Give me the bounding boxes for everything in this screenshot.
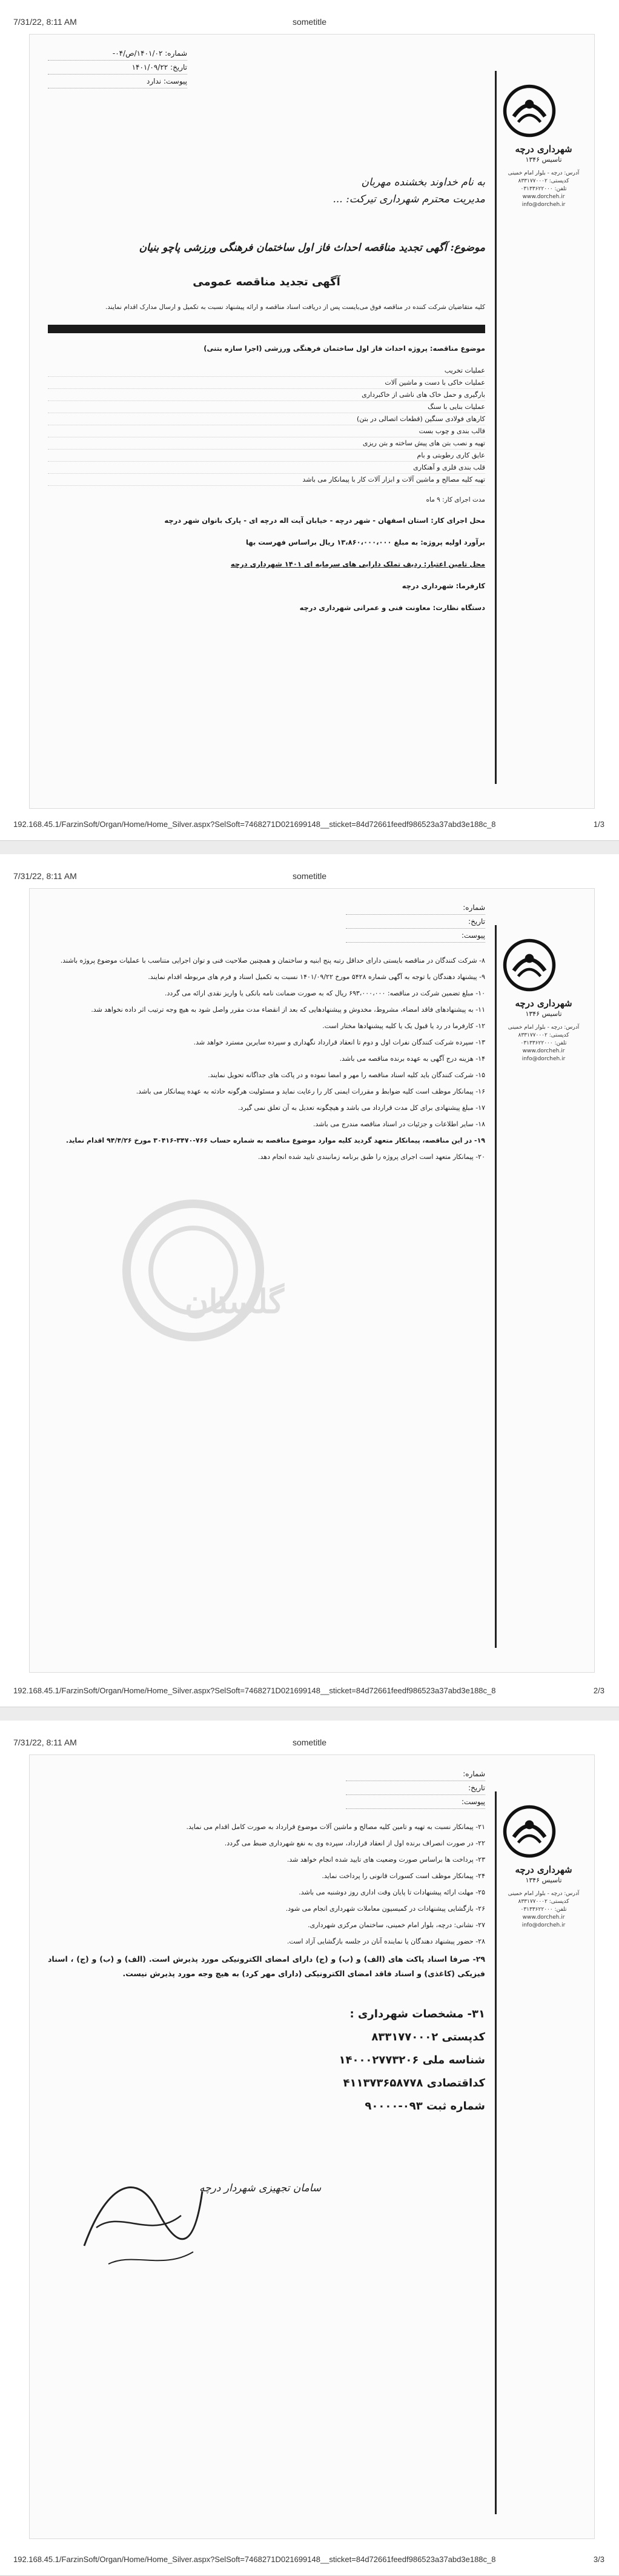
municipality-logo-icon xyxy=(501,1804,557,1859)
scanned-letter xyxy=(29,34,595,809)
redacted-line xyxy=(48,325,485,333)
print-url: 192.168.45.1/FarzinSoft/Organ/Home/Home_Silver.aspx?SelSoft=7468271D021699148__sticket=84d72661feedf986523a37abd3e188c_8 xyxy=(13,1686,496,1695)
work-items-list xyxy=(48,365,485,486)
attach-label: پیوست: xyxy=(461,931,485,940)
letterhead-brand: شهرداری درچه xyxy=(515,1864,572,1875)
specs-title: ۳۱- مشخصات شهرداری : xyxy=(349,2008,485,2020)
funding-source: محل تامین اعتبار: ردیف تملک دارایی های سرمایه ای ۱۴۰۱ شهرداری درچه xyxy=(230,560,485,568)
signer-name: سامان تجهیزی شهردار درچه xyxy=(199,2182,322,2194)
list-item: ۲۷- نشانی: درچه، بلوار امام خمینی، ساختمان مرکزی شهرداری. xyxy=(308,1921,485,1929)
stamp-watermark-icon xyxy=(102,1192,357,1361)
list-item: ۹- پیشنهاد دهندگان با توجه به آگهی شماره ۵۴۲۸ مورخ ۱۴۰۱/۰۹/۲۲ نسبت به تکمیل اسناد و فرم های مربوطه اقدام نمایند. xyxy=(148,973,485,981)
supervisor: دستگاه نظارت: معاونت فنی و عمرانی شهرداری درچه xyxy=(299,603,485,612)
conditions-list xyxy=(48,955,485,1163)
number-label: شماره: xyxy=(463,903,485,912)
number-value: ۱۴۰۱/۰۲/ص/۰۴- xyxy=(112,49,163,58)
letter-body xyxy=(48,901,485,1660)
addressee: به نام خداوند بخشنده مهربان مدیریت محترم شهرداری تیرکت: ... xyxy=(333,176,485,205)
attach-line xyxy=(346,1795,485,1809)
attach-label: پیوست: xyxy=(163,77,187,85)
page-number: 3/3 xyxy=(593,2555,604,2564)
letterhead-brand: شهرداری درچه xyxy=(515,144,572,154)
date-label: تاریخ: xyxy=(170,63,187,71)
letter-body xyxy=(48,1767,485,2526)
list-item: ۱۶- پیمانکار موظف است کلیه ضوابط و مقررات ایمنی کار را رعایت نماید و مسئولیت هرگونه حادثه به عهده پیمانکار می باشد. xyxy=(136,1087,485,1095)
list-item: عملیات بنایی با سنگ xyxy=(48,401,485,413)
list-item: ۱۰- مبلغ تضمین شرکت در مناقصه: ۶۹۳،۰۰۰،۰۰۰ ریال که به صورت ضمانت نامه بانکی یا واریز نقدی ارائه می گردد. xyxy=(165,989,485,997)
print-url: 192.168.45.1/FarzinSoft/Organ/Home/Home_Silver.aspx?SelSoft=7468271D021699148__sticket=84d72661feedf986523a37abd3e188c_8 xyxy=(13,2555,496,2564)
list-item: عملیات خاکی با دست و ماشین آلات xyxy=(48,377,485,389)
number-label: شماره: xyxy=(165,49,187,58)
list-item: ۱۲- کارفرما در رد یا قبول یک یا کلیه پیشنهادها مختار است. xyxy=(322,1022,485,1030)
letterhead-contact: آدرس: درچه - بلوار امام خمینی کدپستی: ۸۳۳۱۷۷۰۰۰۲ تلفن: ۰۳۱۳۳۶۲۲۰۰۰ www.dorcheh.ir info@dorcheh.ir xyxy=(508,170,580,208)
letter-meta xyxy=(48,47,187,88)
letter-subject: موضوع: آگهی تجدید مناقصه احداث فاز اول ساختمان فرهنگی ورزشی پاچو بنیان xyxy=(139,242,485,254)
print-header xyxy=(0,871,619,882)
number-line xyxy=(346,1767,485,1781)
scanned-letter xyxy=(29,888,595,1673)
list-item: تهیه و نصب بتن های پیش ساخته و بتن ریزی xyxy=(48,437,485,450)
list-item: ۲۵- مهلت ارائه پیشنهادات تا پایان وقت اداری روز دوشنبه می باشد. xyxy=(299,1888,485,1896)
list-item: ۲۳- پرداخت ها براساس صورت وضعیت های تایید شده انجام خواهد شد. xyxy=(286,1856,485,1864)
date-line xyxy=(346,1781,485,1795)
municipality-logo-icon xyxy=(501,83,557,139)
notice-headline: آگهی تجدید مناقصه عمومی xyxy=(193,276,340,288)
print-date: 7/31/22, 8:11 AM xyxy=(13,871,77,881)
letterhead-brand-sub: تاسیس ۱۳۴۶ xyxy=(525,156,562,164)
budget-estimate: برآورد اولیه پروژه: به مبلغ ۱۳،۸۶۰،۰۰۰،۰۰۰ ریال براساس فهرست بها xyxy=(246,538,485,546)
page-number: 2/3 xyxy=(593,1686,604,1695)
conditions-list xyxy=(48,1821,485,1981)
list-item: ۲۲- در صورت انصراف برنده اول از انعقاد قرارداد، سپرده وی به نفع شهرداری ضبط می گردد. xyxy=(224,1839,485,1847)
work-location: محل اجرای کار: استان اصفهان - شهر درچه - خیابان آیت اله درچه ای - پارک بانوان شهر درچه xyxy=(164,516,485,525)
work-duration: مدت اجرای کار: ۹ ماه xyxy=(426,496,485,503)
page-number: 1/3 xyxy=(593,820,604,829)
date-label: تاریخ: xyxy=(468,1784,485,1792)
letterhead-sidebar xyxy=(495,71,586,784)
print-date: 7/31/22, 8:11 AM xyxy=(13,1738,77,1747)
attach-label: پیوست: xyxy=(461,1798,485,1806)
list-item: ۱۷- مبلغ پیشنهادی برای کل مدت قرارداد می باشد و هیچگونه تعدیل به آن تعلق نمی گیرد. xyxy=(238,1104,485,1112)
national-id: شناسه ملی ۱۴۰۰۰۲۷۷۳۲۰۶ xyxy=(339,2054,485,2066)
number-line xyxy=(346,901,485,915)
registration-number: شماره ثبت ۰۹۳-۹۰۰۰۰ xyxy=(365,2100,485,2113)
date-value: ۱۴۰۱/۰۹/۲۲ xyxy=(131,63,168,71)
list-item: عایق کاری رطوبتی و بام xyxy=(48,450,485,462)
print-footer xyxy=(0,2555,619,2566)
print-date: 7/31/22, 8:11 AM xyxy=(13,17,77,27)
list-item: قالب بندی و چوب بست xyxy=(48,425,485,437)
list-item: قلب بندی فلزی و آهنکاری xyxy=(48,462,485,474)
list-item: عملیات تخریب xyxy=(48,365,485,377)
letterhead-sidebar xyxy=(495,1791,586,2514)
list-item: ۲۸- حضور پیشنهاد دهندگان یا نماینده آنان در جلسه بازگشایی آزاد است. xyxy=(286,1937,485,1945)
list-item: ۱۴- هزینه درج آگهی به عهده برنده مناقصه می باشد. xyxy=(339,1055,485,1063)
print-page-3 xyxy=(0,1721,619,2576)
list-item: کارهای فولادی سنگین (قطعات اتصالی در بتن) xyxy=(48,413,485,425)
print-title: sometitle xyxy=(292,1738,327,1747)
date-label: تاریخ: xyxy=(468,917,485,926)
list-item: ۱۹- در این مناقصه، پیمانکار متعهد گردید کلیه موارد موضوع مناقصه به شماره حساب ۷۶۶-۳۴۷۰-۳۰۴۱۶ مورخ ۹۴/۴/۲۶ اقدام نماید. xyxy=(65,1137,485,1144)
print-page-2 xyxy=(0,854,619,1707)
municipality-specs xyxy=(48,2003,485,2118)
list-item: ۲۱- پیمانکار نسبت به تهیه و تامین کلیه مصالح و ماشین آلات موضوع قرارداد به صورت کامل اقدام می نماید. xyxy=(186,1823,485,1831)
municipality-logo-icon xyxy=(501,937,557,993)
print-header xyxy=(0,17,619,28)
list-item: ۲۶- بازگشایی پیشنهادات در کمیسیون معاملات شهرداری انجام می شود. xyxy=(285,1905,485,1913)
postal-code: کدپستی ۸۳۳۱۷۷۰۰۰۲ xyxy=(371,2031,485,2043)
print-title: sometitle xyxy=(292,17,327,27)
list-item: ۲۴- پیمانکار موظف است کسورات قانونی را پرداخت نماید. xyxy=(322,1872,485,1880)
list-item: ۱۸- سایر اطلاعات و جزئیات در اسناد مناقصه مندرج می باشد. xyxy=(313,1120,485,1128)
print-url: 192.168.45.1/FarzinSoft/Organ/Home/Home_Silver.aspx?SelSoft=7468271D021699148__sticket=84d72661feedf986523a37abd3e188c_8 xyxy=(13,820,496,829)
list-item: ۸- شرکت کنندگان در مناقصه بایستی دارای حداقل رتبه پنج ابنیه و ساختمان و همچنین صلاحیت فنی و توان اجرایی متناسب با عملیات موضوع پروژه باشند. xyxy=(60,957,485,964)
print-title: sometitle xyxy=(292,871,327,881)
economic-code: کداقتصادی ۴۱۱۳۷۳۶۵۸۷۷۸ xyxy=(343,2077,485,2090)
watermark-text: گلستان xyxy=(184,1282,284,1321)
number-label: شماره: xyxy=(463,1770,485,1778)
notice-intro: کلیه متقاضیان شرکت کننده در مناقصه فوق می‌بایست پس از دریافت اسناد مناقصه و ارائه پیشنهاد نسبت به تکمیل و ارسال مدارک اقدام نمایند. xyxy=(105,304,485,311)
list-item: ۲۹- صرفا اسناد پاکت های (الف) و (ب) و (ج) دارای امضای الکترونیکی مورد پذیرش است. (الف) و (ب) و (ج) ، اسناد فیزیکی (کاغذی) و اسناد فاقد امضای الکترونیکی (دارای مهر کرد) به هیچ وجه مورد پذیرش نیست. xyxy=(48,1954,485,1978)
list-item: ۲۰- پیمانکار متعهد است اجرای پروژه را طبق برنامه زمانبندی تایید شده انجام دهد. xyxy=(258,1153,485,1161)
letterhead-brand-sub: تاسیس ۱۳۴۶ xyxy=(525,1010,562,1018)
signature-icon xyxy=(72,2155,322,2282)
list-item: ۱۱- به پیشنهادهای فاقد امضاء، مشروط، مخدوش و پیشنهادهایی که بعد از انقضاء مدت مقرر واصل شود به هیچ وجه ترتیب اثر داده نخواهد شد. xyxy=(91,1006,485,1014)
list-item: ۱۵- شرکت کنندگان باید کلیه اسناد مناقصه را مهر و امضا نموده و در پاکت های جداگانه تحویل نمایند. xyxy=(208,1071,485,1079)
print-footer xyxy=(0,820,619,831)
letterhead-brand-sub: تاسیس ۱۳۴۶ xyxy=(525,1876,562,1884)
print-footer xyxy=(0,1686,619,1697)
date-line xyxy=(346,915,485,929)
employer: کارفرما: شهرداری درچه xyxy=(402,582,485,590)
print-header xyxy=(0,1738,619,1748)
print-page-1 xyxy=(0,0,619,841)
letter-body xyxy=(48,47,485,796)
tender-subject: موضوع مناقصه: پروژه احداث فاز اول ساختمان فرهنگی ورزشی (اجرا سازه بتنی) xyxy=(204,344,485,353)
list-item: ۱۳- سپرده شرکت کنندگان نفرات اول و دوم تا انعقاد قرارداد نگهداری و سپرده سایرین مسترد خواهد شد. xyxy=(193,1038,485,1046)
attach-line xyxy=(346,929,485,943)
scanned-letter xyxy=(29,1754,595,2539)
list-item: تهیه کلیه مصالح و ماشین آلات و ابزار آلات کار با پیمانکار می باشد xyxy=(48,474,485,486)
letterhead-contact: آدرس: درچه - بلوار امام خمینی کدپستی: ۸۳۳۱۷۷۰۰۰۲ تلفن: ۰۳۱۳۳۶۲۲۰۰۰ www.dorcheh.ir info@dorcheh.ir xyxy=(508,1024,580,1062)
attach-value: ندارد xyxy=(147,77,162,85)
letterhead-contact: آدرس: درچه - بلوار امام خمینی کدپستی: ۸۳۳۱۷۷۰۰۰۲ تلفن: ۰۳۱۳۳۶۲۲۰۰۰ www.dorcheh.ir info@dorcheh.ir xyxy=(508,1891,580,1928)
letterhead-brand: شهرداری درچه xyxy=(515,998,572,1009)
letterhead-sidebar xyxy=(495,925,586,1648)
list-item: بارگیری و حمل خاک های ناشی از خاکبرداری xyxy=(48,389,485,401)
